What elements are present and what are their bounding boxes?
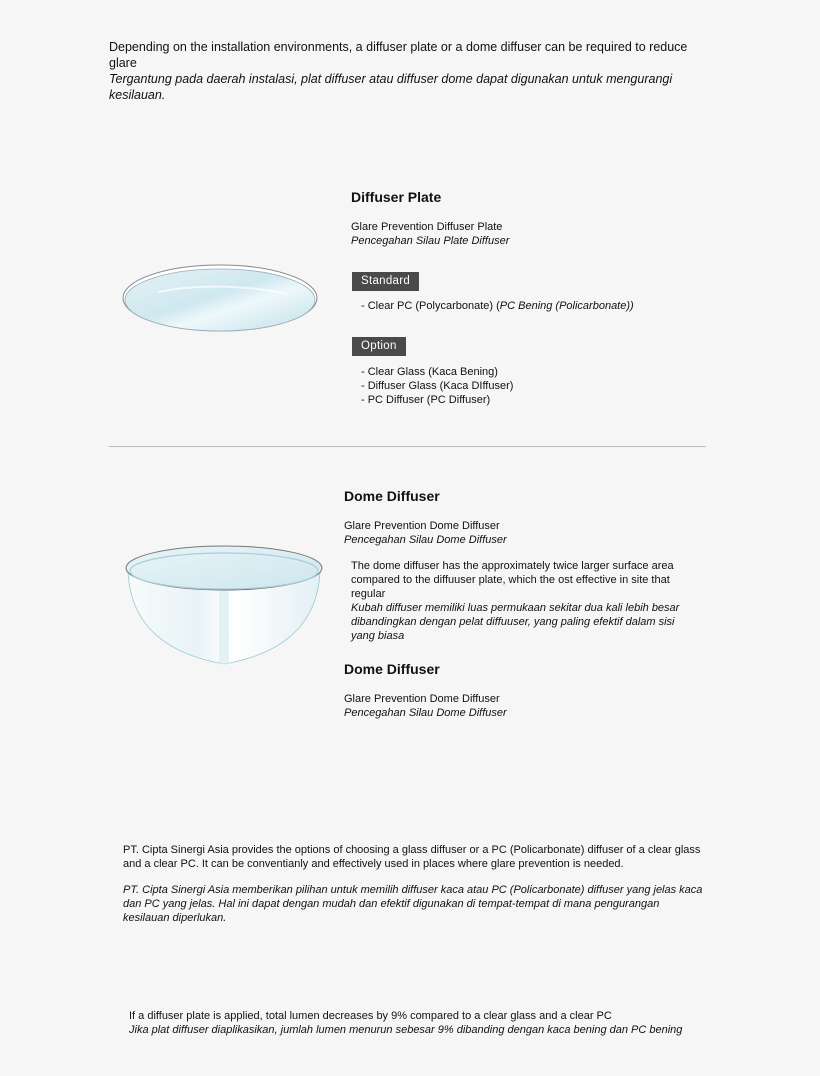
diffuser-plate-subtitle [351,220,509,248]
diffuser-plate-subtitle-en: Glare Prevention Diffuser Plate [351,221,503,233]
diffuser-plate-image [118,260,324,340]
dome-diffuser-subtitle-2 [344,692,507,720]
standard-item-text: - Clear PC (Polycarbonate) ( [361,300,500,312]
option-item: - Clear Glass (Kaca Bening) [361,366,498,378]
dome-diffuser-image [122,538,328,670]
dome-diffuser-subtitle-en: Glare Prevention Dome Diffuser [344,520,500,532]
company-text-id: PT. Cipta Sinergi Asia memberikan pilihan untuk memilih diffuser kaca atau PC (Policarbonate) diffuser yang jelas kaca dan PC yang jelas. Hal ini dapat dengan mudah dan efektif digunakan di tempat-tempat di mana pengurangan kesilauan diperlukan. [123,884,703,924]
lumen-note-en: If a diffuser plate is applied, total lumen decreases by 9% compared to a clear glass and a clear PC [129,1010,612,1022]
dome-diffuser-subtitle-2-en: Glare Prevention Dome Diffuser [344,693,500,705]
intro-en: Depending on the installation environments, a diffuser plate or a dome diffuser can be required to reduce glare [109,40,688,70]
standard-badge: Standard [352,272,419,291]
option-item: - Diffuser Glass (Kaca DIffuser) [361,380,514,392]
lumen-note [129,1009,729,1037]
company-text-en: PT. Cipta Sinergi Asia provides the options of choosing a glass diffuser or a PC (Policarbonate) diffuser of a clear glass and a clear PC. It can be conventianly and effectively used in places where glare prevention is needed. [123,844,701,870]
standard-item [361,299,634,313]
dome-description [351,559,696,643]
diffuser-plate-title: Diffuser Plate [351,189,442,205]
option-badge: Option [352,337,406,356]
option-list [361,365,513,407]
dome-diffuser-subtitle [344,519,507,547]
option-item: - PC Diffuser (PC Diffuser) [361,394,491,406]
dome-diffuser-subtitle-id: Pencegahan Silau Dome Diffuser [344,534,507,546]
standard-item-italic: PC Bening (Policarbonate)) [499,300,634,312]
dome-diffuser-title: Dome Diffuser [344,488,440,504]
dome-description-en: The dome diffuser has the approximately twice larger surface area compared to the diffuuser plate, which the ost effective in site that regular [351,560,674,600]
section-divider [109,446,706,447]
dome-description-id: Kubah diffuser memiliki luas permukaan sekitar dua kali lebih besar dibandingkan dengan pelat diffuuser, yang paling efektif dalam sisi yang biasa [351,602,680,642]
intro-id: Tergantung pada daerah instalasi, plat diffuser atau diffuser dome dapat digunakan untuk mengurangi kesilauan. [109,72,673,102]
intro-text [109,39,709,103]
dome-diffuser-title-2: Dome Diffuser [344,661,440,677]
dome-diffuser-subtitle-2-id: Pencegahan Silau Dome Diffuser [344,707,507,719]
diffuser-plate-subtitle-id: Pencegahan Silau Plate Diffuser [351,235,510,247]
lumen-note-id: Jika plat diffuser diaplikasikan, jumlah lumen menurun sebesar 9% dibanding dengan kaca bening dan PC bening [129,1024,683,1036]
